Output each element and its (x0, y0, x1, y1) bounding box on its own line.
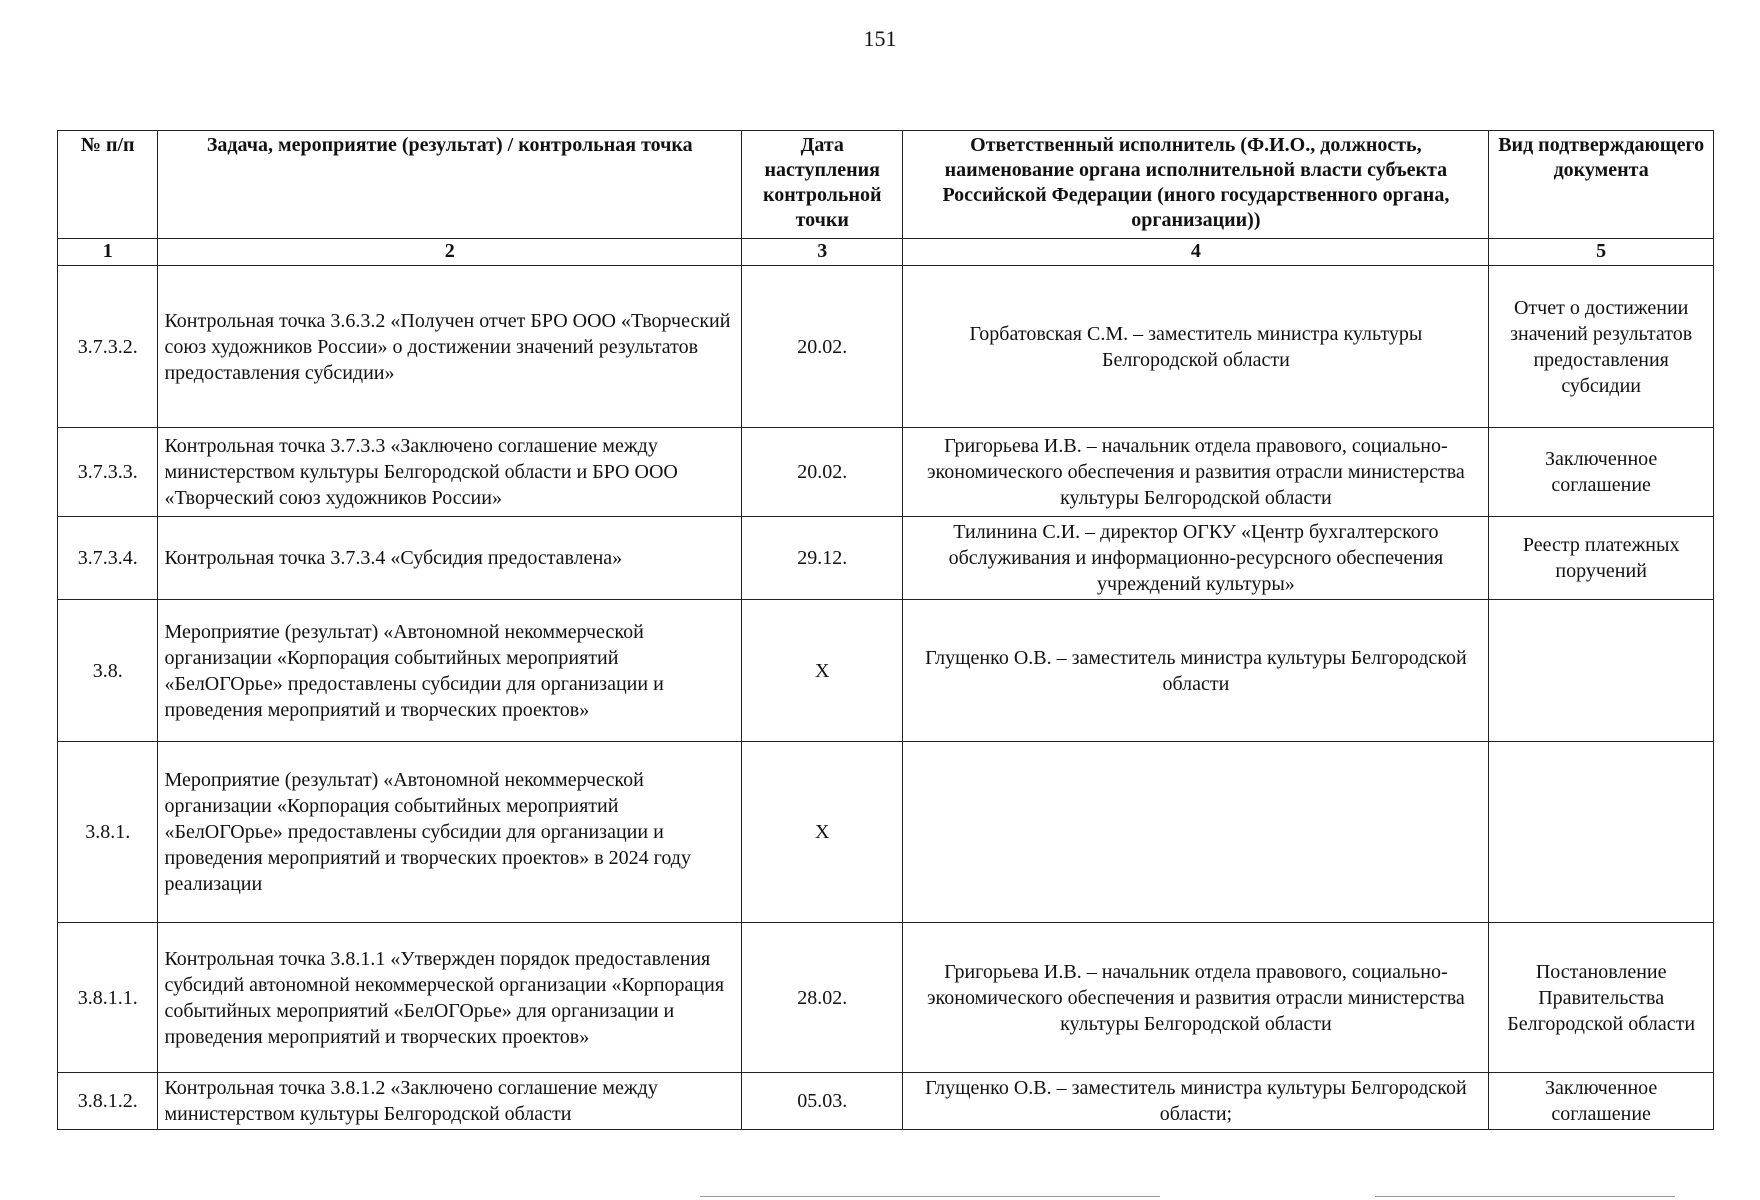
table-row (58, 517, 1714, 600)
row-task: Контрольная точка 3.8.1.2 «Заключено соглашение между министерством культуры Белгородской области (158, 1073, 742, 1130)
row-document (1489, 742, 1714, 923)
row-task: Контрольная точка 3.6.3.2 «Получен отчет БРО ООО «Творческий союз художников России» о достижении значений результатов предоставления субсидии» (158, 266, 742, 428)
header-task: Задача, мероприятие (результат) / контрольная точка (158, 131, 742, 239)
row-document (1489, 600, 1714, 742)
row-task: Контрольная точка 3.8.1.1 «Утвержден порядок предоставления субсидий автономной некоммерческой организации «Корпорация событийных мероприятий «БелОГОрье» для организации и проведения мероприятий и творческих проектов» (158, 923, 742, 1073)
table-row (58, 1073, 1714, 1130)
column-number: 2 (158, 239, 742, 266)
control-points-table (57, 130, 1714, 1130)
row-number: 3.7.3.4. (58, 517, 158, 600)
table-row (58, 428, 1714, 517)
header-document: Вид подтверждающего документа (1489, 131, 1714, 239)
row-task: Мероприятие (результат) «Автономной некоммерческой организации «Корпорация событийных мероприятий «БелОГОрье» предоставлены субсидии для организации и проведения мероприятий и творческих проектов» в 2024 году реализации (158, 742, 742, 923)
row-responsible: Глущенко О.В. – заместитель министра культуры Белгородской области; (903, 1073, 1489, 1130)
row-task: Мероприятие (результат) «Автономной некоммерческой организации «Корпорация событийных мероприятий «БелОГОрье» предоставлены субсидии для организации и проведения мероприятий и творческих проектов» (158, 600, 742, 742)
table-row (58, 923, 1714, 1073)
table-row (58, 742, 1714, 923)
row-document: Постановление Правительства Белгородской области (1489, 923, 1714, 1073)
row-responsible: Григорьева И.В. – начальник отдела правового, социально-экономического обеспечения и развития отрасли министерства культуры Белгородской области (903, 428, 1489, 517)
row-date: Х (742, 742, 903, 923)
row-number: 3.7.3.2. (58, 266, 158, 428)
column-number: 3 (742, 239, 903, 266)
row-document: Заключенное соглашение (1489, 1073, 1714, 1130)
row-document: Заключенное соглашение (1489, 428, 1714, 517)
row-number: 3.8.1.2. (58, 1073, 158, 1130)
table-row (58, 266, 1714, 428)
row-date: 05.03. (742, 1073, 903, 1130)
row-date: 20.02. (742, 428, 903, 517)
page-number: 151 (863, 26, 897, 51)
row-number: 3.8.1. (58, 742, 158, 923)
row-date: 28.02. (742, 923, 903, 1073)
row-responsible (903, 742, 1489, 923)
row-responsible: Григорьева И.В. – начальник отдела правового, социально-экономического обеспечения и развития отрасли министерства культуры Белгородской области (903, 923, 1489, 1073)
header-responsible: Ответственный исполнитель (Ф.И.О., должность, наименование органа исполнительной власти субъекта Российской Федерации (иного государственного органа, организации)) (903, 131, 1489, 239)
row-date: 29.12. (742, 517, 903, 600)
column-number: 4 (903, 239, 1489, 266)
header-num: № п/п (58, 131, 158, 239)
row-number: 3.7.3.3. (58, 428, 158, 517)
column-number: 1 (58, 239, 158, 266)
row-date: Х (742, 600, 903, 742)
row-responsible: Глущенко О.В. – заместитель министра культуры Белгородской области (903, 600, 1489, 742)
column-numbers-row (58, 239, 1714, 266)
row-document: Реестр платежных поручений (1489, 517, 1714, 600)
row-task: Контрольная точка 3.7.3.4 «Субсидия предоставлена» (158, 517, 742, 600)
table-header-row (58, 131, 1714, 239)
row-responsible: Горбатовская С.М. – заместитель министра культуры Белгородской области (903, 266, 1489, 428)
row-date: 20.02. (742, 266, 903, 428)
column-number: 5 (1489, 239, 1714, 266)
header-date: Дата наступления контрольной точки (742, 131, 903, 239)
scan-artifact-line (1375, 1196, 1675, 1197)
row-document: Отчет о достижении значений результатов предоставления субсидии (1489, 266, 1714, 428)
row-number: 3.8.1.1. (58, 923, 158, 1073)
row-number: 3.8. (58, 600, 158, 742)
scan-artifact-line (700, 1196, 1160, 1197)
table-row (58, 600, 1714, 742)
row-responsible: Тилинина С.И. – директор ОГКУ «Центр бухгалтерского обслуживания и информационно-ресурсного обеспечения учреждений культуры» (903, 517, 1489, 600)
row-task: Контрольная точка 3.7.3.3 «Заключено соглашение между министерством культуры Белгородской области и БРО ООО «Творческий союз художников России» (158, 428, 742, 517)
